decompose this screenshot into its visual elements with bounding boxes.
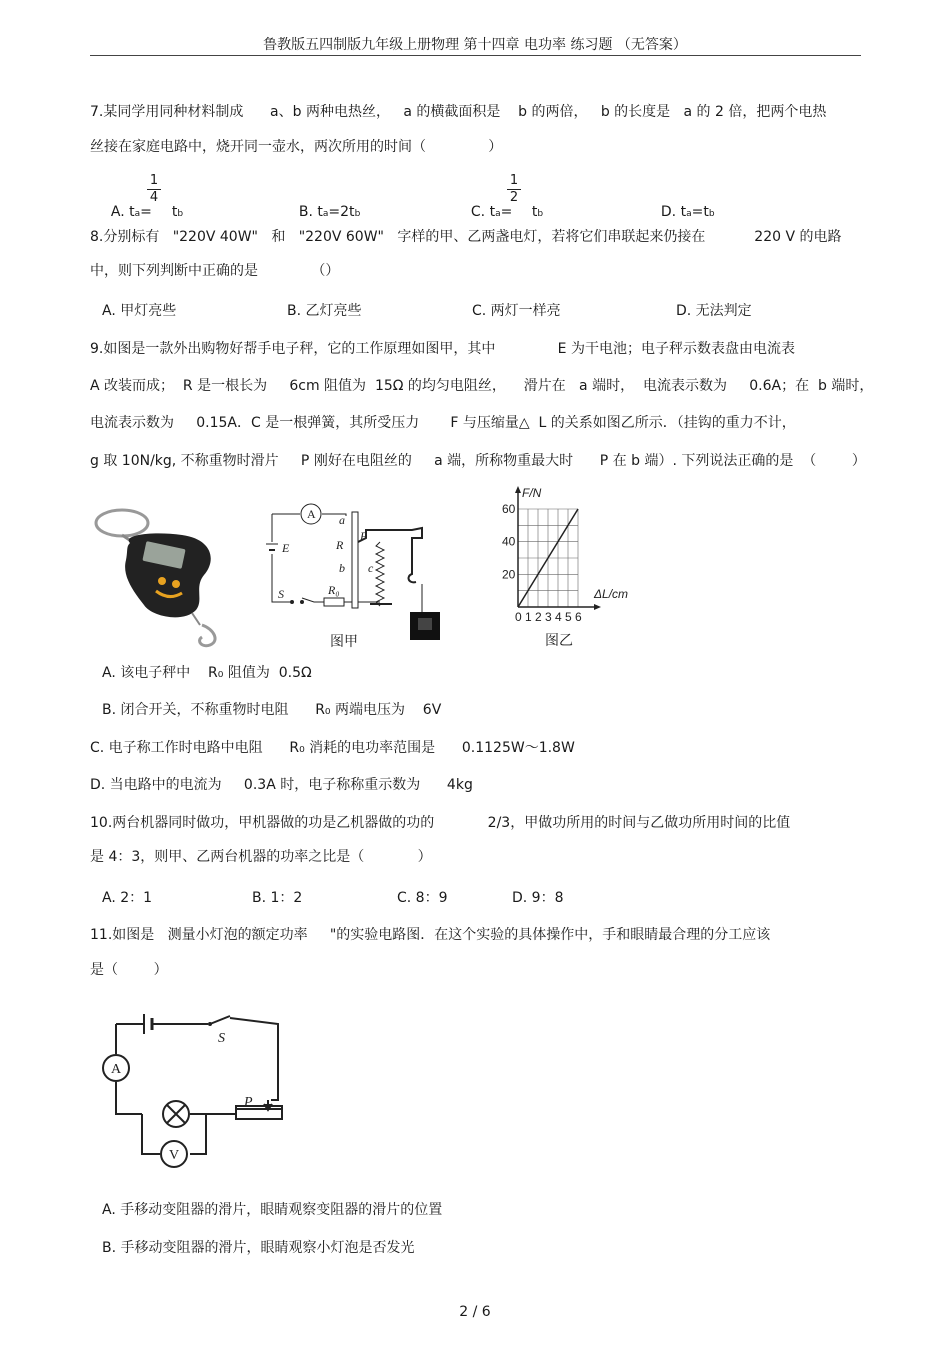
chart-y-tick-label: 20: [502, 567, 516, 582]
force-compression-chart: [496, 483, 646, 625]
q8-option-b: B. 乙灯亮些: [287, 303, 362, 319]
chart-x-tick-label: 2: [535, 610, 542, 624]
q9-line2: A 改装而成； R 是一根长为 6cm 阻值为 15Ω 的均匀电阻丝， 滑片在 a 端时， 电流表示数为 0.6A；在 b 端时，: [90, 378, 874, 394]
figure-jia-caption: 图甲: [330, 634, 358, 650]
q7-option-a: A. ta=: [110, 204, 157, 220]
chart-y-arrow: [515, 486, 521, 493]
chart-x-tick-label: 6: [575, 610, 582, 624]
svg-text:E: E: [282, 541, 290, 555]
svg-text:P: P: [244, 1095, 253, 1110]
svg-text:S: S: [218, 1031, 225, 1046]
electronic-scale-image: [92, 505, 222, 650]
q7-option-c-tail: tb: [531, 204, 544, 220]
chart-x-tick-label: 0: [515, 610, 522, 624]
chart-x-arrow: [594, 604, 601, 610]
q9-option-b: B. 闭合开关，不称重物时电阻 R₀ 两端电压为 6V: [102, 702, 442, 718]
q7-option-b: B. ta=2tb: [298, 204, 361, 220]
circuit-diagram-lamp: [96, 1010, 296, 1170]
q9-line3: 电流表示数为 0.15A．C 是一根弹簧，其所受压力 F 与压缩量△ L 的关系如图乙所示．（挂钩的重力不计，: [90, 415, 796, 431]
q8-option-d: D. 无法判定: [676, 303, 752, 319]
q7-option-c: C. ta=: [470, 204, 517, 220]
q10-line2: 是 4：3，则甲、乙两台机器的功率之比是（ ）: [90, 849, 432, 865]
q9-line1: 9.如图是一款外出购物好帮手电子秤，它的工作原理如图甲，其中 E 为干电池；电子秤示数表盘由电流表: [90, 341, 795, 357]
q8-option-a: A. 甲灯亮些: [102, 303, 177, 319]
q7-option-d: D. ta=tb: [660, 204, 715, 220]
page-header: 鲁教版五四制版九年级上册物理 第十四章 电功率 练习题 （无答案）: [263, 37, 687, 53]
chart-y-tick-label: 40: [502, 534, 516, 549]
chart-y-tick-label: 60: [502, 502, 516, 516]
svg-text:V: V: [169, 1148, 180, 1163]
svg-text:R: R: [336, 538, 344, 552]
header-rule: [90, 55, 861, 56]
q11-line2: 是（ ）: [90, 962, 168, 978]
q7-option-c-fraction: 1 2: [507, 174, 521, 205]
q8-option-c: C. 两灯一样亮: [472, 303, 561, 319]
chart-tick-labels: [502, 502, 582, 624]
page-number: 2 / 6: [459, 1304, 491, 1320]
q10-option-a: A. 2：1: [102, 890, 153, 906]
svg-text:A: A: [307, 507, 316, 521]
q8-line1: 8.分别标有 "220V 40W" 和 "220V 60W" 字样的甲、乙两盏电灯，若将它们串联起来仍接在 220 V 的电路: [90, 229, 842, 245]
q7-line2: 丝接在家庭电路中，烧开同一壶水，两次所用的时间（ ）: [90, 139, 503, 155]
chart-x-tick-label: 3: [545, 610, 552, 624]
q10-line1: 10.两台机器同时做功，甲机器做的功是乙机器做的功的 2/3，甲做功所用的时间与乙做功所用时间的比值: [90, 815, 791, 831]
q9-line4: g 取 10N/kg, 不称重物时滑片 P 刚好在电阻丝的 a 端，所称物重最大时 P 在 b 端）. 下列说法正确的是 （ ）: [90, 453, 866, 469]
circuit-diagram-jia: [262, 494, 452, 644]
q9-option-a: A. 该电子秤中 R₀ 阻值为 0.5Ω: [102, 665, 312, 681]
svg-text:P: P: [360, 529, 368, 543]
q10-option-b: B. 1：2: [252, 890, 303, 906]
q9-option-c: C. 电子称工作时电路中电阻 R₀ 消耗的电功率范围是 0.1125W～1.8W: [90, 740, 575, 756]
q11-option-a: A. 手移动变阻器的滑片，眼睛观察变阻器的滑片的位置: [102, 1202, 443, 1218]
q7-line1: 7.某同学用同种材料制成 a、b 两种电热丝， a 的横截面积是 b 的两倍， b 的长度是 a 的 2 倍，把两个电热: [90, 104, 827, 120]
q8-line2: 中，则下列判断中正确的是 （）: [90, 263, 340, 279]
svg-text:a: a: [339, 513, 345, 527]
q9-option-d: D. 当电路中的电流为 0.3A 时，电子称称重示数为 4kg: [90, 777, 473, 793]
chart-x-label: ΔL/cm: [594, 587, 629, 601]
chart-x-tick-label: 5: [565, 610, 572, 624]
chart-x-tick-label: 1: [525, 610, 532, 624]
q7-option-a-tail: tb: [171, 204, 184, 220]
q10-option-d: D. 9：8: [512, 890, 564, 906]
chart-x-tick-label: 4: [555, 610, 562, 624]
svg-text:S: S: [278, 587, 284, 601]
svg-text:R₀: R₀: [328, 583, 340, 597]
svg-text:b: b: [339, 561, 345, 575]
q10-option-c: C. 8：9: [397, 890, 448, 906]
q7-option-a-fraction: 1 4: [147, 174, 161, 205]
q11-line1: 11.如图是 测量小灯泡的额定功率 "的实验电路图．在这个实验的具体操作中，手和眼睛最合理的分工应该: [90, 927, 771, 943]
svg-text:A: A: [111, 1062, 122, 1077]
chart-y-label: F/N: [522, 486, 542, 500]
figure-yi-caption: 图乙: [545, 633, 573, 649]
q11-option-b: B. 手移动变阻器的滑片，眼睛观察小灯泡是否发光: [102, 1240, 415, 1256]
svg-text:c: c: [368, 561, 374, 575]
